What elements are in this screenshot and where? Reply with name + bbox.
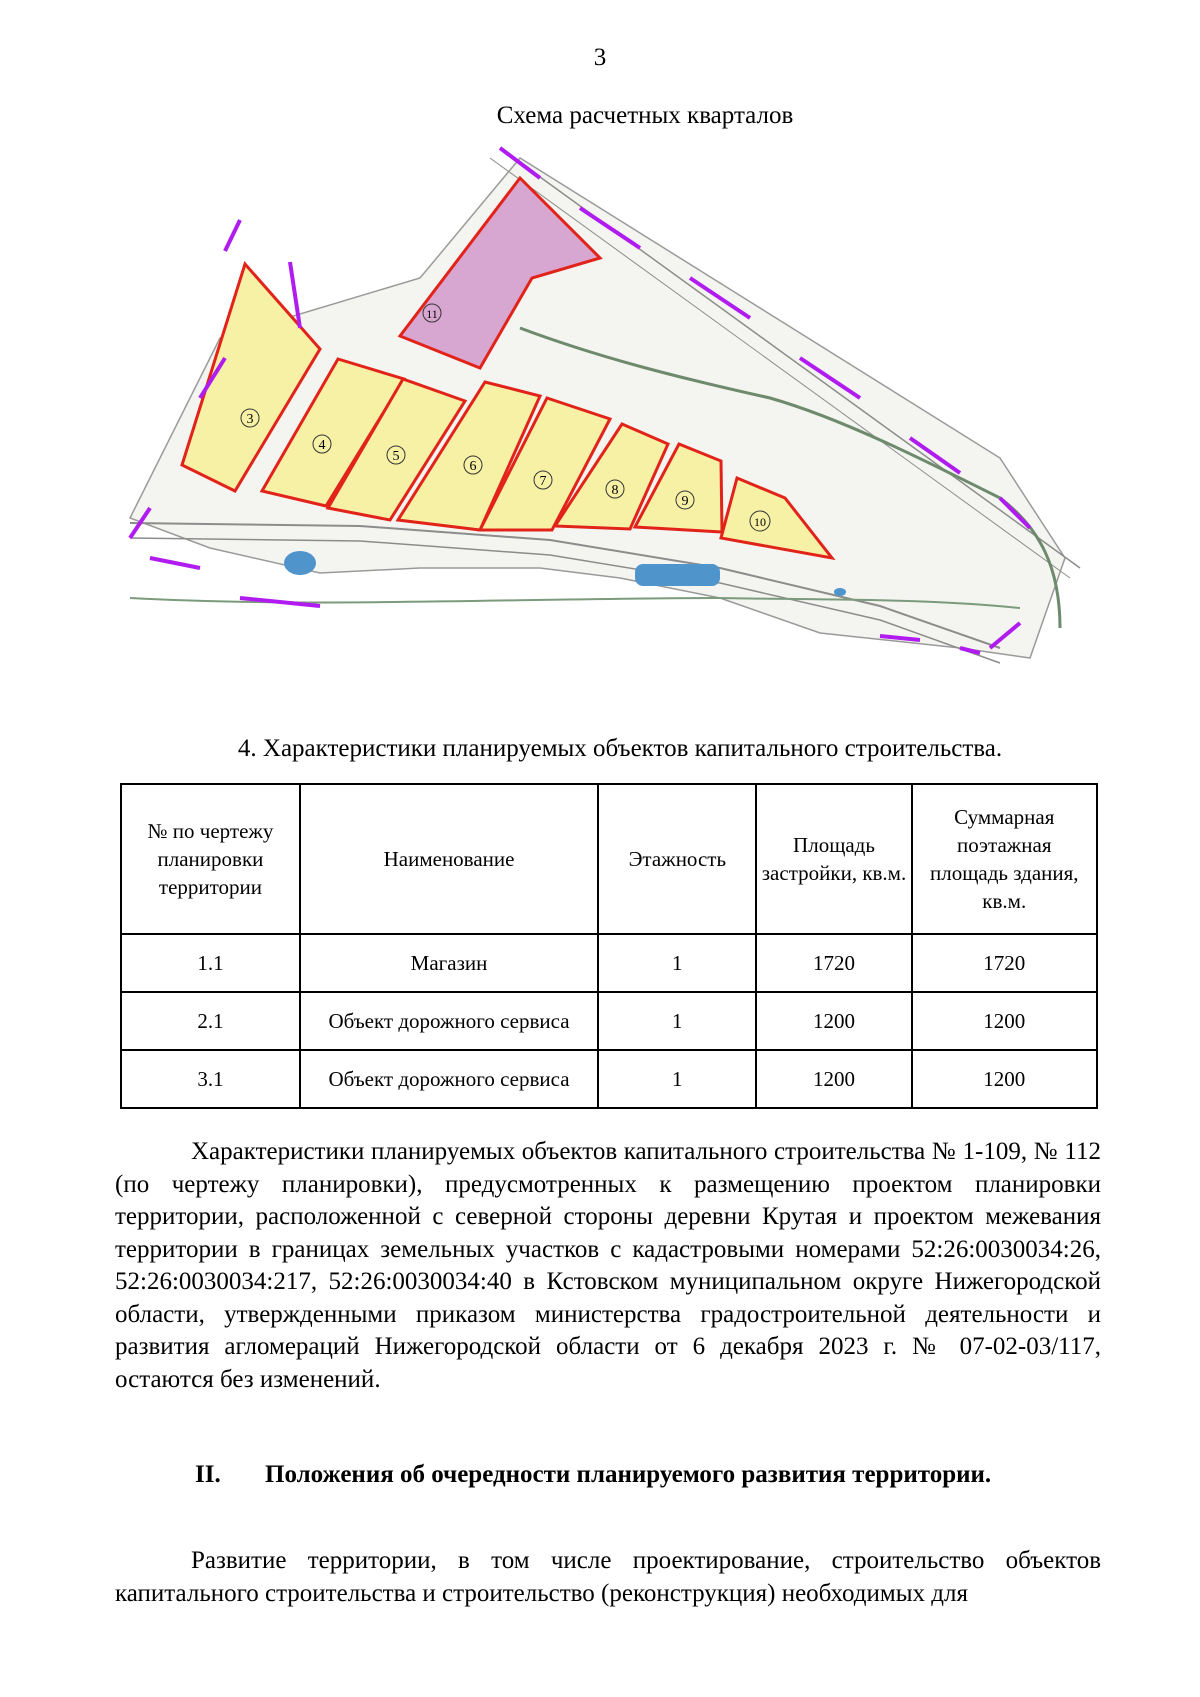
pond-center [635,564,720,586]
svg-text:9: 9 [681,494,689,509]
svg-text:7: 7 [539,474,547,489]
svg-text:10: 10 [754,515,766,529]
pond-east [834,588,846,596]
section-4-heading: 4. Характеристики планируемых объектов капитального строительства. [237,735,1003,762]
cell-floors: 1 [598,1050,756,1108]
table-row [121,992,1097,1050]
col-header-total-floor-area: Суммарная поэтажная площадь здания, кв.м. [912,784,1097,934]
cell-total-floor-area: 1720 [912,934,1097,992]
section-2-title: Положения об очередности планируемого развития территории. [265,1461,992,1488]
cell-number: 2.1 [121,992,300,1050]
cell-total-floor-area: 1200 [912,1050,1097,1108]
col-header-number: № по чертежу планировки территории [121,784,300,934]
table-row [121,934,1097,992]
svg-text:5: 5 [392,449,400,464]
cell-floors: 1 [598,992,756,1050]
cell-number: 3.1 [121,1050,300,1108]
table-header-row [121,784,1097,934]
svg-text:3: 3 [246,412,254,427]
section-2-number: II. [195,1461,221,1488]
capital-construction-table [120,783,1098,1109]
page-number: 3 [593,44,607,71]
col-header-built-area: Площадь застройки, кв.м. [756,784,911,934]
svg-text:11: 11 [426,307,438,321]
paragraph-territory-development: Развитие территории, в том числе проектирование, строительство объектов капитального строительства и строительство (реконструкция) необходимых для [115,1547,1101,1607]
block-scheme-drawing [120,128,1150,728]
cell-built-area: 1720 [756,934,911,992]
cell-built-area: 1200 [756,992,911,1050]
cell-name: Объект дорожного сервиса [300,1050,598,1108]
cell-number: 1.1 [121,934,300,992]
cell-total-floor-area: 1200 [912,992,1097,1050]
col-header-name: Наименование [300,784,598,934]
section-2-heading [195,1461,991,1489]
block-scheme-map [120,128,1150,728]
cell-name: Магазин [300,934,598,992]
pond-west [284,551,316,575]
scheme-title: Схема расчетных кварталов [496,102,794,129]
paragraph-characteristics-unchanged: Характеристики планируемых объектов капитального строительства № 1-109, № 112 (по чертежу планировки), предусмотренных к размещению проектом планировки территории, расположенной с северной стороны деревни Крутая и проектом межевания территории в границах земельных участков с кадастровыми номерами 52:26:0030034:26, 52:26:0030034:217, 52:26:0030034:40 в Кстовском муниципальном округе Нижегородской области, утвержденными приказом министерства градостроительной деятельности и развития агломераций Нижегородской области от 6 декабря 2023 г. № 07-02-03/117, остаются без изменений. [115,1138,1101,1393]
svg-text:4: 4 [318,438,326,453]
cell-built-area: 1200 [756,1050,911,1108]
svg-text:6: 6 [469,459,477,474]
cell-name: Объект дорожного сервиса [300,992,598,1050]
cell-floors: 1 [598,934,756,992]
col-header-floors: Этажность [598,784,756,934]
table-row [121,1050,1097,1108]
svg-text:8: 8 [611,483,619,498]
